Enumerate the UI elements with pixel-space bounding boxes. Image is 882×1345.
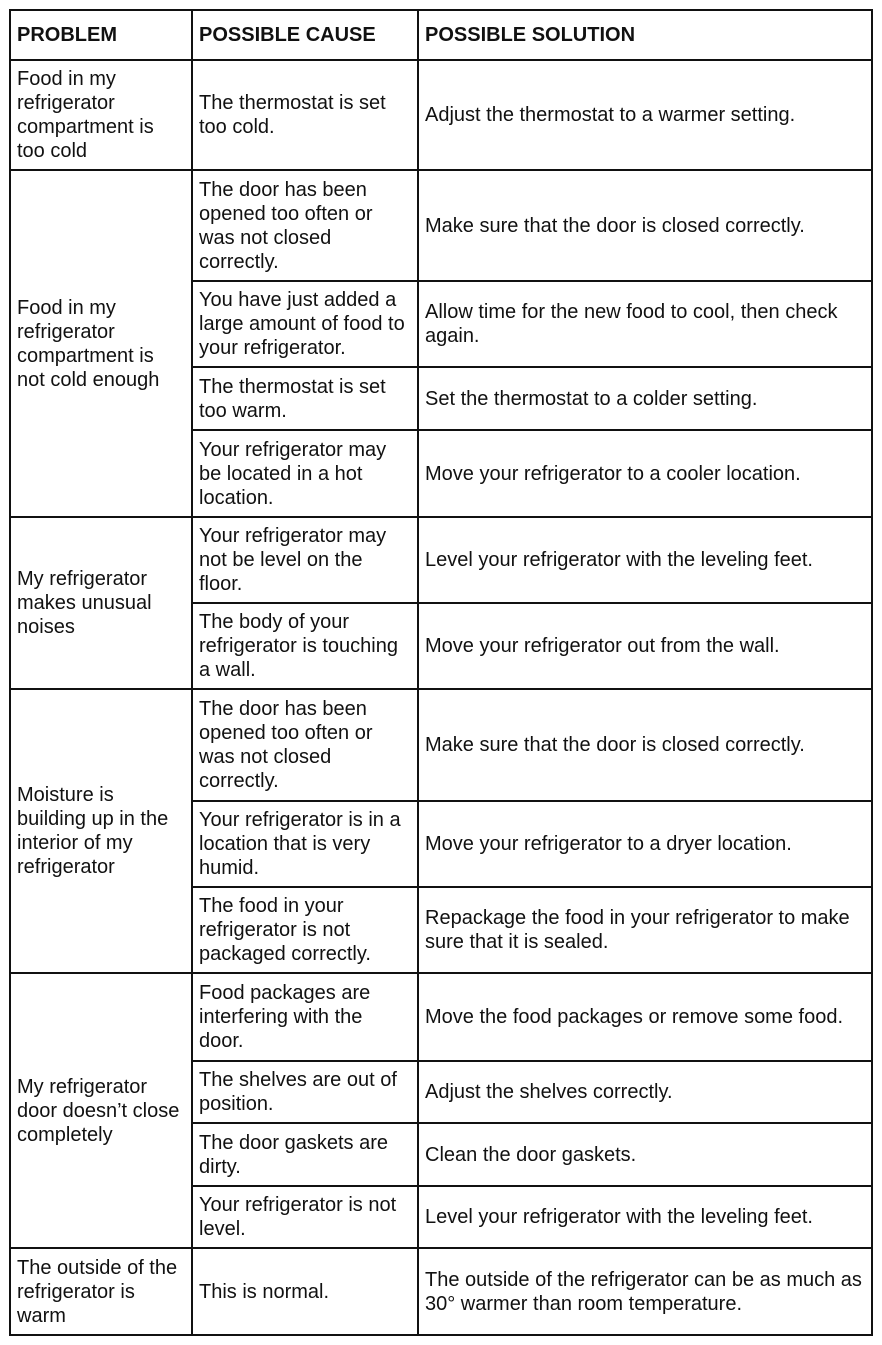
solution-cell: The outside of the refrigerator can be as much as 30° warmer than room temperature. — [418, 1248, 872, 1335]
problem-cell: Food in my refrigerator compartment is not cold enough — [10, 170, 192, 517]
solution-cell: Move your refrigerator to a dryer location. — [418, 801, 872, 887]
cause-cell: Food packages are interfering with the door. — [192, 973, 418, 1061]
solution-cell: Move your refrigerator to a cooler location. — [418, 430, 872, 517]
problem-cell: My refrigerator makes unusual noises — [10, 517, 192, 689]
cause-cell: Your refrigerator may be located in a hot location. — [192, 430, 418, 517]
cause-cell: The door has been opened too often or was not closed correctly. — [192, 689, 418, 801]
table-row — [10, 1248, 872, 1335]
cause-cell: The thermostat is set too warm. — [192, 367, 418, 430]
header-possible-solution: POSSIBLE SOLUTION — [418, 10, 872, 60]
solution-cell: Set the thermostat to a colder setting. — [418, 367, 872, 430]
table-row — [10, 689, 872, 801]
header-possible-cause: POSSIBLE CAUSE — [192, 10, 418, 60]
cause-cell: Your refrigerator is in a location that is very humid. — [192, 801, 418, 887]
cause-cell: The shelves are out of position. — [192, 1061, 418, 1123]
cause-cell: Your refrigerator may not be level on the floor. — [192, 517, 418, 603]
solution-cell: Clean the door gaskets. — [418, 1123, 872, 1186]
solution-cell: Level your refrigerator with the leveling feet. — [418, 1186, 872, 1248]
header-problem: PROBLEM — [10, 10, 192, 60]
solution-cell: Move the food packages or remove some food. — [418, 973, 872, 1061]
table-row — [10, 973, 872, 1061]
problem-cell: Food in my refrigerator compartment is too cold — [10, 60, 192, 170]
cause-cell: Your refrigerator is not level. — [192, 1186, 418, 1248]
cause-cell: You have just added a large amount of food to your refrigerator. — [192, 281, 418, 367]
problem-cell: The outside of the refrigerator is warm — [10, 1248, 192, 1335]
cause-cell: The thermostat is set too cold. — [192, 60, 418, 170]
solution-cell: Adjust the thermostat to a warmer setting. — [418, 60, 872, 170]
problem-cell: My refrigerator door doesn’t close completely — [10, 973, 192, 1248]
solution-cell: Move your refrigerator out from the wall. — [418, 603, 872, 689]
table-row — [10, 170, 872, 281]
solution-cell: Level your refrigerator with the leveling feet. — [418, 517, 872, 603]
table-row — [10, 517, 872, 603]
solution-cell: Make sure that the door is closed correctly. — [418, 170, 872, 281]
cause-cell: The food in your refrigerator is not packaged correctly. — [192, 887, 418, 973]
solution-cell: Adjust the shelves correctly. — [418, 1061, 872, 1123]
cause-cell: The door gaskets are dirty. — [192, 1123, 418, 1186]
header-row — [10, 10, 872, 60]
cause-cell: The door has been opened too often or was not closed correctly. — [192, 170, 418, 281]
cause-cell: The body of your refrigerator is touching a wall. — [192, 603, 418, 689]
solution-cell: Allow time for the new food to cool, then check again. — [418, 281, 872, 367]
troubleshooting-table — [9, 9, 873, 1336]
problem-cell: Moisture is building up in the interior of my refrigerator — [10, 689, 192, 973]
table-row — [10, 60, 872, 170]
solution-cell: Repackage the food in your refrigerator to make sure that it is sealed. — [418, 887, 872, 973]
cause-cell: This is normal. — [192, 1248, 418, 1335]
solution-cell: Make sure that the door is closed correctly. — [418, 689, 872, 801]
